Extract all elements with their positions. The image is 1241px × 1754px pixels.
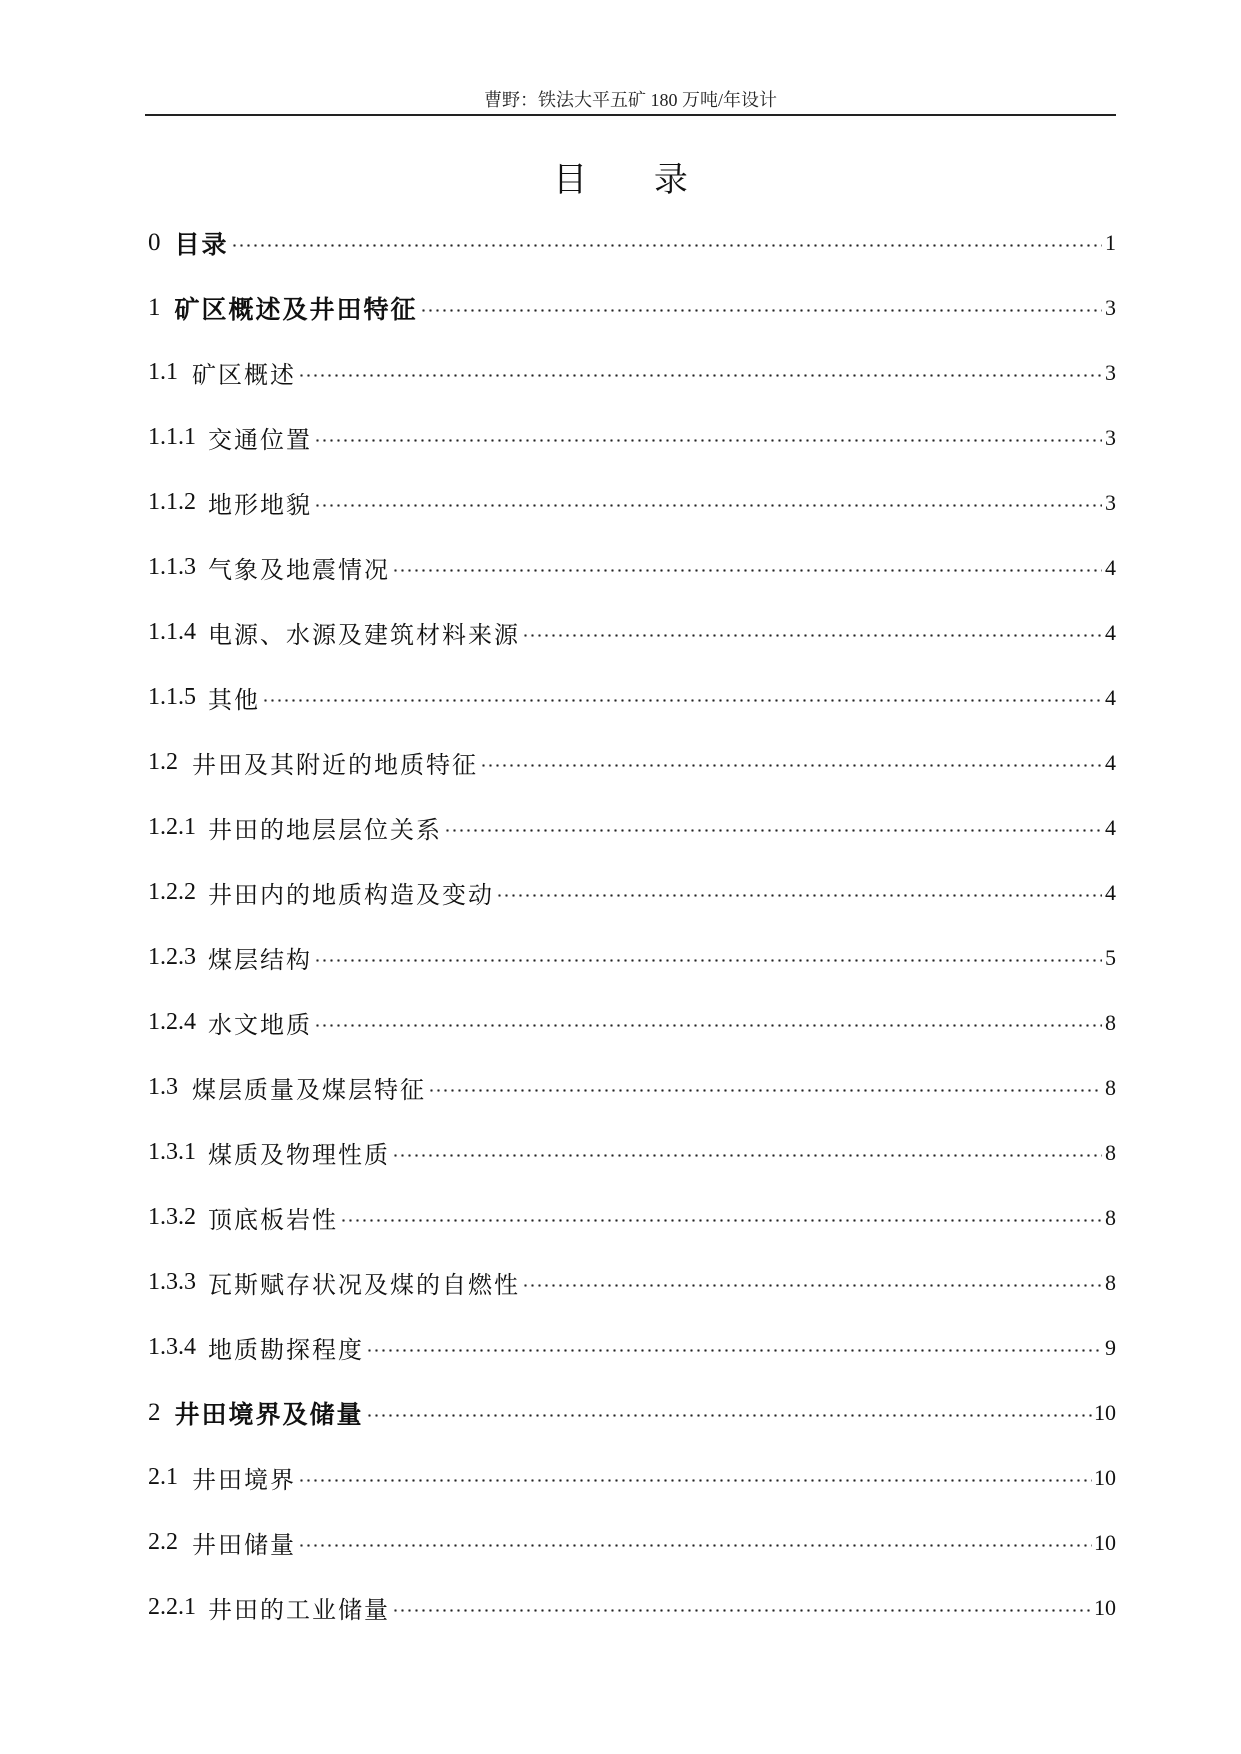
toc-entry-title: 地形地貌 <box>208 491 312 519</box>
toc-entry-number: 1.1.3 <box>148 554 196 580</box>
dot-leader <box>496 894 1102 897</box>
toc-entry-page: 10 <box>1094 1594 1116 1620</box>
toc-entry-number: 2.2.1 <box>148 1594 196 1620</box>
toc-entry[interactable] <box>148 1510 1116 1575</box>
toc-entry-title: 电源、水源及建筑材料来源 <box>208 621 520 649</box>
toc-entry-page: 9 <box>1105 1334 1116 1360</box>
toc-entry-page: 10 <box>1094 1399 1116 1425</box>
toc-entry[interactable] <box>148 340 1116 405</box>
dot-leader <box>366 1414 1092 1417</box>
dot-leader <box>298 1544 1092 1547</box>
toc-entry-title: 井田内的地质构造及变动 <box>208 881 494 909</box>
toc-entry-page: 1 <box>1105 229 1116 255</box>
toc-entry-title: 交通位置 <box>208 426 312 454</box>
toc-entry-page: 3 <box>1105 359 1116 385</box>
toc-entry-number: 1.3.4 <box>148 1334 196 1360</box>
dot-leader <box>314 959 1102 962</box>
toc-entry-title: 矿区概述及井田特征 <box>174 294 418 324</box>
dot-leader <box>366 1349 1102 1352</box>
toc-entry-number: 2 <box>148 1398 161 1426</box>
toc-entry-number: 1.1.4 <box>148 619 196 645</box>
toc-entry[interactable] <box>148 795 1116 860</box>
toc-entry[interactable] <box>148 1380 1116 1445</box>
dot-leader <box>420 309 1102 312</box>
toc-entry-number: 1.2.3 <box>148 944 196 970</box>
toc-entry-number: 1.1.2 <box>148 489 196 515</box>
dot-leader <box>522 1284 1102 1287</box>
toc-entry-title: 水文地质 <box>208 1011 312 1039</box>
toc-entry-page: 4 <box>1105 814 1116 840</box>
toc-entry-title: 井田及其附近的地质特征 <box>192 751 478 779</box>
toc-entry[interactable] <box>148 1575 1116 1640</box>
toc-entry-number: 1.3.3 <box>148 1269 196 1295</box>
toc-entry-page: 4 <box>1105 619 1116 645</box>
toc-entry-number: 1.2.2 <box>148 879 196 905</box>
toc-entry[interactable] <box>148 730 1116 795</box>
toc-entry-number: 1.2.4 <box>148 1009 196 1035</box>
toc-entry[interactable] <box>148 1250 1116 1315</box>
toc-entry-page: 8 <box>1105 1139 1116 1165</box>
dot-leader <box>262 699 1102 702</box>
toc-entry-title: 井田的工业储量 <box>208 1596 390 1624</box>
toc-entry[interactable] <box>148 535 1116 600</box>
toc-entry-page: 4 <box>1105 554 1116 580</box>
toc-entry[interactable] <box>148 210 1116 275</box>
toc-entry-title: 其他 <box>208 686 260 714</box>
toc-entry-title: 井田的地层层位关系 <box>208 816 442 844</box>
toc-entry-title: 煤层结构 <box>208 946 312 974</box>
toc-entry-title: 煤层质量及煤层特征 <box>192 1076 426 1104</box>
toc-entry[interactable] <box>148 925 1116 990</box>
dot-leader <box>392 1609 1092 1612</box>
toc-entry-number: 1.2.1 <box>148 814 196 840</box>
toc-entry-title: 煤质及物理性质 <box>208 1141 390 1169</box>
toc-entry-page: 4 <box>1105 879 1116 905</box>
toc-entry-page: 5 <box>1105 944 1116 970</box>
toc-entry[interactable] <box>148 405 1116 470</box>
dot-leader <box>340 1219 1102 1222</box>
toc-entry-number: 1.1.5 <box>148 684 196 710</box>
toc-entry-page: 3 <box>1105 424 1116 450</box>
toc-entry-page: 4 <box>1105 749 1116 775</box>
toc-entry-number: 1 <box>148 293 161 321</box>
dot-leader <box>392 569 1102 572</box>
dot-leader <box>428 1089 1102 1092</box>
dot-leader <box>392 1154 1102 1157</box>
toc-entry-title: 井田储量 <box>192 1531 296 1559</box>
toc-entry[interactable] <box>148 1055 1116 1120</box>
toc-entry-page: 10 <box>1094 1529 1116 1555</box>
toc-entry[interactable] <box>148 665 1116 730</box>
toc-entry[interactable] <box>148 1185 1116 1250</box>
dot-leader <box>522 634 1102 637</box>
toc-entry-page: 4 <box>1105 684 1116 710</box>
toc-entry-title: 井田境界及储量 <box>174 1399 364 1429</box>
toc-entry-page: 3 <box>1105 489 1116 515</box>
toc-entry-title: 瓦斯赋存状况及煤的自燃性 <box>208 1271 520 1299</box>
toc-entry-number: 2.1 <box>148 1464 178 1490</box>
toc-title: 目 录 <box>553 160 716 200</box>
toc-entry-title: 顶底板岩性 <box>208 1206 338 1234</box>
toc-entry-title: 矿区概述 <box>192 361 296 389</box>
toc-entry-number: 1.1.1 <box>148 424 196 450</box>
toc-entry-number: 0 <box>148 228 161 256</box>
toc-entry[interactable] <box>148 600 1116 665</box>
dot-leader <box>314 504 1102 507</box>
dot-leader <box>298 1479 1092 1482</box>
dot-leader <box>231 244 1102 247</box>
toc-entry-page: 8 <box>1105 1074 1116 1100</box>
toc-entry-page: 10 <box>1094 1464 1116 1490</box>
dot-leader <box>298 374 1102 377</box>
toc-entry-page: 8 <box>1105 1204 1116 1230</box>
toc-entry-title: 目录 <box>174 229 229 259</box>
dot-leader <box>444 829 1102 832</box>
toc-entry-title: 气象及地震情况 <box>208 556 390 584</box>
toc-entry-number: 1.2 <box>148 749 178 775</box>
toc-entry-number: 1.3 <box>148 1074 178 1100</box>
toc-entry[interactable] <box>148 990 1116 1055</box>
toc-entry-title: 地质勘探程度 <box>208 1336 364 1364</box>
toc-entry-number: 1.3.1 <box>148 1139 196 1165</box>
toc-entry[interactable] <box>148 275 1116 340</box>
toc-entry-page: 8 <box>1105 1009 1116 1035</box>
toc-entry-number: 1.1 <box>148 359 178 385</box>
toc-entry-title: 井田境界 <box>192 1466 296 1494</box>
table-of-contents <box>148 210 1116 1640</box>
toc-entry[interactable] <box>148 1445 1116 1510</box>
running-header: 曹野：铁法大平五矿 180 万吨/年设计 <box>145 86 1116 116</box>
toc-entry-number: 1.3.2 <box>148 1204 196 1230</box>
toc-entry-number: 2.2 <box>148 1529 178 1555</box>
toc-entry[interactable] <box>148 470 1116 535</box>
dot-leader <box>314 439 1102 442</box>
dot-leader <box>314 1024 1102 1027</box>
toc-entry[interactable] <box>148 1120 1116 1185</box>
toc-entry-page: 8 <box>1105 1269 1116 1295</box>
toc-entry[interactable] <box>148 860 1116 925</box>
toc-entry[interactable] <box>148 1315 1116 1380</box>
dot-leader <box>480 764 1102 767</box>
toc-entry-page: 3 <box>1105 294 1116 320</box>
